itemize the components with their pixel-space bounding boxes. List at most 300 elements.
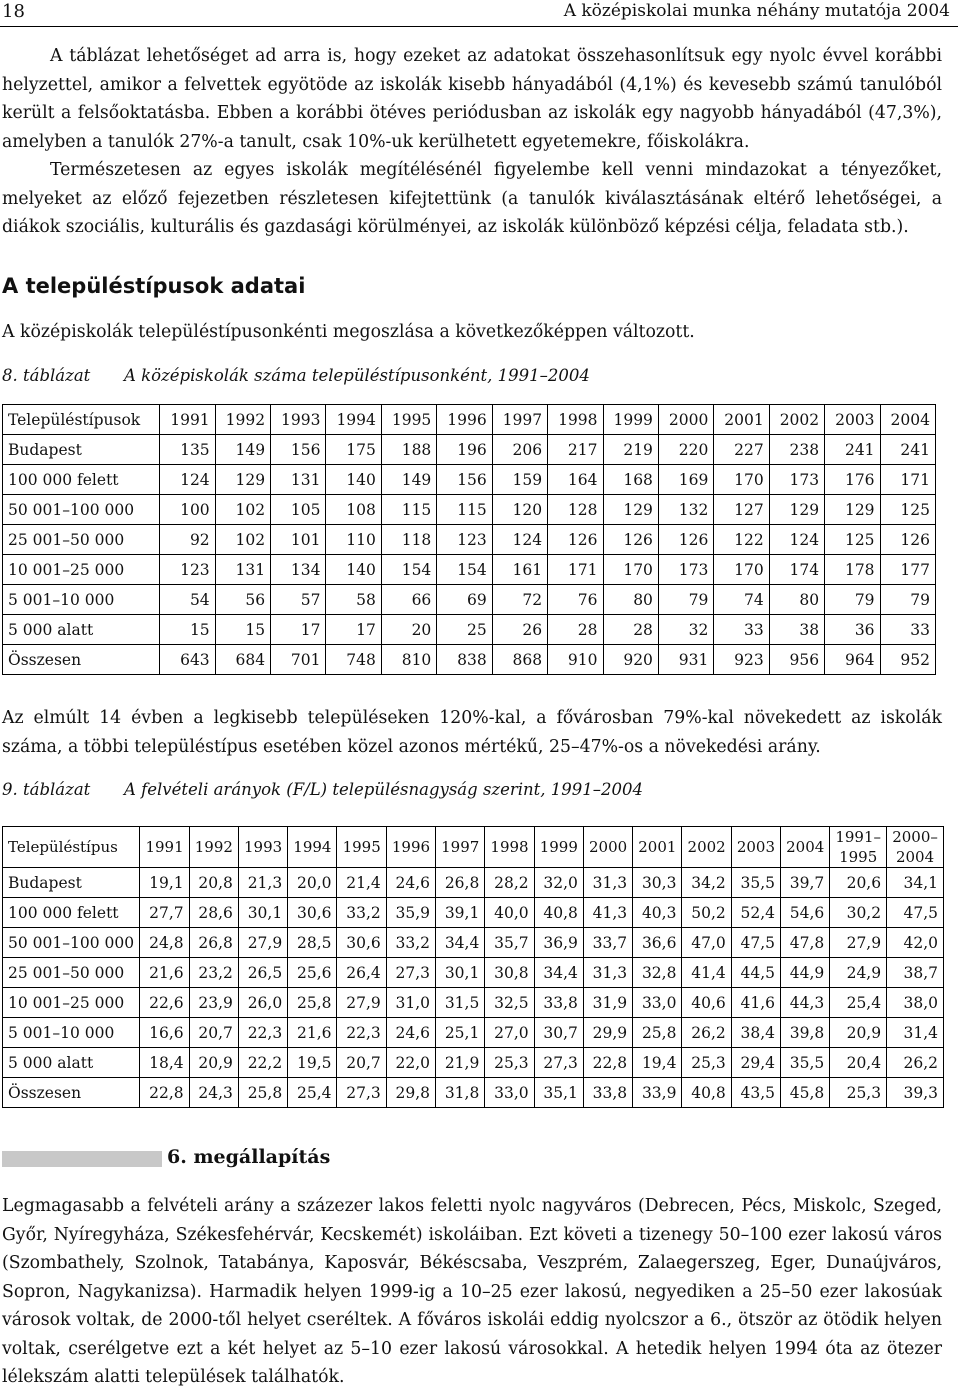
table9-header-year: 1991 xyxy=(140,827,189,868)
table-cell: 16,6 xyxy=(140,1018,189,1048)
table-cell: 24,8 xyxy=(140,928,189,958)
table-cell: 25,4 xyxy=(288,1078,337,1108)
table8-header-year: 2004 xyxy=(880,405,935,435)
table-cell: 35,1 xyxy=(534,1078,583,1108)
table-cell: 76 xyxy=(548,585,603,615)
table-cell: 31,9 xyxy=(583,988,632,1018)
table-cell: 26,8 xyxy=(189,928,238,958)
table-cell: 241 xyxy=(880,435,935,465)
table-cell: 36 xyxy=(825,615,880,645)
table8-number: 8. táblázat xyxy=(2,366,91,385)
table-cell: 188 xyxy=(381,435,436,465)
row-label: 5 001–10 000 xyxy=(3,1018,140,1048)
table-cell: 20,4 xyxy=(830,1048,887,1078)
table-cell: 23,9 xyxy=(189,988,238,1018)
table-cell: 838 xyxy=(437,645,492,675)
table8-header-year: 1994 xyxy=(326,405,381,435)
table-cell: 27,9 xyxy=(238,928,287,958)
table-cell: 102 xyxy=(215,525,270,555)
table-cell: 120 xyxy=(492,495,547,525)
table-cell: 25 xyxy=(437,615,492,645)
table-cell: 22,3 xyxy=(337,1018,386,1048)
table8-header-year: 1995 xyxy=(381,405,436,435)
table-cell: 118 xyxy=(381,525,436,555)
table9-header-year: 2003 xyxy=(731,827,780,868)
table8-header-year: 1991 xyxy=(160,405,215,435)
table-cell: 29,8 xyxy=(386,1078,435,1108)
table-cell: 196 xyxy=(437,435,492,465)
table-cell: 30,1 xyxy=(238,898,287,928)
table-cell: 36,6 xyxy=(633,928,682,958)
table-cell: 54,6 xyxy=(781,898,830,928)
table9-header-label: Településtípus xyxy=(3,827,140,868)
table9-header-range xyxy=(830,827,887,868)
page-number: 18 xyxy=(2,1,25,22)
table-cell: 72 xyxy=(492,585,547,615)
table-cell: 115 xyxy=(381,495,436,525)
table-cell: 140 xyxy=(326,465,381,495)
table-cell: 154 xyxy=(381,555,436,585)
table-cell: 56 xyxy=(215,585,270,615)
table-cell: 108 xyxy=(326,495,381,525)
table-cell: 135 xyxy=(160,435,215,465)
table-cell: 169 xyxy=(658,465,713,495)
table-cell: 238 xyxy=(769,435,824,465)
table-row xyxy=(3,958,944,988)
table-cell: 175 xyxy=(326,435,381,465)
table-cell: 20,8 xyxy=(189,868,238,898)
table-cell: 132 xyxy=(658,495,713,525)
table-cell: 35,5 xyxy=(731,868,780,898)
table-cell: 30,3 xyxy=(633,868,682,898)
table-cell: 102 xyxy=(215,495,270,525)
table-cell: 39,7 xyxy=(781,868,830,898)
table-cell: 129 xyxy=(603,495,658,525)
table-cell: 178 xyxy=(825,555,880,585)
table8-caption xyxy=(2,366,590,385)
table-cell: 952 xyxy=(880,645,935,675)
table-cell: 74 xyxy=(714,585,769,615)
table-cell: 31,0 xyxy=(386,988,435,1018)
table-cell: 161 xyxy=(492,555,547,585)
table-cell: 173 xyxy=(769,465,824,495)
table-cell: 923 xyxy=(714,645,769,675)
table-row xyxy=(3,988,944,1018)
table8-header-year: 1992 xyxy=(215,405,270,435)
table-cell: 41,6 xyxy=(731,988,780,1018)
table-cell: 15 xyxy=(215,615,270,645)
table-cell: 66 xyxy=(381,585,436,615)
table-cell: 29,9 xyxy=(583,1018,632,1048)
table-cell: 701 xyxy=(271,645,326,675)
table-cell: 26,4 xyxy=(337,958,386,988)
table9-header-range-end: 2004 xyxy=(895,848,935,866)
table-cell: 25,8 xyxy=(633,1018,682,1048)
table-cell: 177 xyxy=(880,555,935,585)
table-cell: 41,3 xyxy=(583,898,632,928)
table-cell: 32,0 xyxy=(534,868,583,898)
table-cell: 32,8 xyxy=(633,958,682,988)
table8-header-year: 2002 xyxy=(769,405,824,435)
table-cell: 23,2 xyxy=(189,958,238,988)
table-cell: 125 xyxy=(880,495,935,525)
table-cell: 964 xyxy=(825,645,880,675)
table-cell: 227 xyxy=(714,435,769,465)
row-label: 100 000 felett xyxy=(3,898,140,928)
paragraph-3: A középiskolák településtípusonkénti megoszlása a következőképpen változott. xyxy=(2,322,695,342)
table-cell: 33,2 xyxy=(386,928,435,958)
table9-body xyxy=(3,868,944,1108)
table-cell: 24,6 xyxy=(386,868,435,898)
table-cell: 29,4 xyxy=(731,1048,780,1078)
table-cell: 21,6 xyxy=(140,958,189,988)
table-cell: 31,5 xyxy=(436,988,485,1018)
table-cell: 31,4 xyxy=(887,1018,944,1048)
table-cell: 38,0 xyxy=(887,988,944,1018)
table-cell: 105 xyxy=(271,495,326,525)
table9-header-year: 1996 xyxy=(386,827,435,868)
table8-header-year: 2001 xyxy=(714,405,769,435)
table9-caption xyxy=(2,780,643,799)
table-cell: 124 xyxy=(769,525,824,555)
table-row xyxy=(3,645,936,675)
row-label: Budapest xyxy=(3,435,160,465)
table-cell: 39,3 xyxy=(887,1078,944,1108)
row-label: 100 000 felett xyxy=(3,465,160,495)
table-row xyxy=(3,495,936,525)
table-cell: 154 xyxy=(437,555,492,585)
table-row xyxy=(3,928,944,958)
table-cell: 156 xyxy=(271,435,326,465)
table9-header-year: 1999 xyxy=(534,827,583,868)
table-cell: 33,0 xyxy=(633,988,682,1018)
table-cell: 24,9 xyxy=(830,958,887,988)
table-cell: 47,5 xyxy=(731,928,780,958)
table9-header-year: 1997 xyxy=(436,827,485,868)
table-cell: 40,8 xyxy=(682,1078,731,1108)
table-cell: 80 xyxy=(603,585,658,615)
table-cell: 206 xyxy=(492,435,547,465)
row-label: 10 001–25 000 xyxy=(3,988,140,1018)
row-label: 5 001–10 000 xyxy=(3,585,160,615)
table-cell: 217 xyxy=(548,435,603,465)
table-cell: 40,6 xyxy=(682,988,731,1018)
table-cell: 20,7 xyxy=(189,1018,238,1048)
table-cell: 28 xyxy=(603,615,658,645)
table-cell: 129 xyxy=(769,495,824,525)
table-cell: 26,2 xyxy=(887,1048,944,1078)
table-cell: 41,4 xyxy=(682,958,731,988)
table-cell: 129 xyxy=(215,465,270,495)
table-cell: 140 xyxy=(326,555,381,585)
table-cell: 26,0 xyxy=(238,988,287,1018)
row-label: Budapest xyxy=(3,868,140,898)
table-cell: 28,6 xyxy=(189,898,238,928)
table-cell: 30,2 xyxy=(830,898,887,928)
table9-header-year: 1994 xyxy=(288,827,337,868)
table-row xyxy=(3,585,936,615)
table-cell: 44,9 xyxy=(781,958,830,988)
table-cell: 19,1 xyxy=(140,868,189,898)
table9-header-range xyxy=(887,827,944,868)
table-cell: 31,3 xyxy=(583,868,632,898)
table-row xyxy=(3,435,936,465)
page-header xyxy=(0,0,958,27)
table-cell: 34,4 xyxy=(436,928,485,958)
table-cell: 241 xyxy=(825,435,880,465)
table9-header-year: 1992 xyxy=(189,827,238,868)
table9-header-year: 1995 xyxy=(337,827,386,868)
table-cell: 22,8 xyxy=(140,1078,189,1108)
table-cell: 28,2 xyxy=(485,868,534,898)
table-cell: 20,9 xyxy=(830,1018,887,1048)
table-cell: 47,5 xyxy=(887,898,944,928)
table-cell: 220 xyxy=(658,435,713,465)
table-cell: 27,3 xyxy=(534,1048,583,1078)
table-cell: 35,7 xyxy=(485,928,534,958)
table8-header-year: 2000 xyxy=(658,405,713,435)
table9-header-year: 1998 xyxy=(485,827,534,868)
table-cell: 40,8 xyxy=(534,898,583,928)
table-cell: 44,3 xyxy=(781,988,830,1018)
table-cell: 748 xyxy=(326,645,381,675)
table-cell: 25,1 xyxy=(436,1018,485,1048)
table-cell: 22,2 xyxy=(238,1048,287,1078)
table-cell: 30,8 xyxy=(485,958,534,988)
table-row xyxy=(3,465,936,495)
table-cell: 52,4 xyxy=(731,898,780,928)
table-cell: 25,4 xyxy=(830,988,887,1018)
table-cell: 171 xyxy=(880,465,935,495)
table-cell: 129 xyxy=(825,495,880,525)
table-cell: 40,0 xyxy=(485,898,534,928)
table-cell: 27,9 xyxy=(830,928,887,958)
table-cell: 20,7 xyxy=(337,1048,386,1078)
table-cell: 34,4 xyxy=(534,958,583,988)
table-cell: 38,7 xyxy=(887,958,944,988)
table8-header-label: Településtípusok xyxy=(3,405,160,435)
finding-marker-bar xyxy=(2,1151,162,1167)
table-cell: 126 xyxy=(548,525,603,555)
table-cell: 27,3 xyxy=(386,958,435,988)
section-heading: A településtípusok adatai xyxy=(2,274,306,298)
table-cell: 92 xyxy=(160,525,215,555)
table-cell: 170 xyxy=(603,555,658,585)
table-cell: 32 xyxy=(658,615,713,645)
row-label: 25 001–50 000 xyxy=(3,958,140,988)
table-cell: 170 xyxy=(714,555,769,585)
table-cell: 956 xyxy=(769,645,824,675)
table-cell: 126 xyxy=(603,525,658,555)
table-cell: 33,0 xyxy=(485,1078,534,1108)
table-cell: 126 xyxy=(658,525,713,555)
table-cell: 110 xyxy=(326,525,381,555)
table-cell: 101 xyxy=(271,525,326,555)
table-cell: 25,8 xyxy=(288,988,337,1018)
table-row xyxy=(3,1048,944,1078)
table-cell: 25,3 xyxy=(682,1048,731,1078)
table-cell: 33 xyxy=(714,615,769,645)
table-cell: 19,5 xyxy=(288,1048,337,1078)
table-cell: 115 xyxy=(437,495,492,525)
table-cell: 22,3 xyxy=(238,1018,287,1048)
table-cell: 170 xyxy=(714,465,769,495)
table-cell: 31,3 xyxy=(583,958,632,988)
table8-header-year: 1997 xyxy=(492,405,547,435)
table9-header-row xyxy=(3,827,944,868)
table-cell: 36,9 xyxy=(534,928,583,958)
table-cell: 22,6 xyxy=(140,988,189,1018)
table-cell: 868 xyxy=(492,645,547,675)
table9-header-year: 2002 xyxy=(682,827,731,868)
table8-header-year: 1998 xyxy=(548,405,603,435)
table-cell: 156 xyxy=(437,465,492,495)
table9-header-year: 1993 xyxy=(238,827,287,868)
table-cell: 124 xyxy=(492,525,547,555)
table-cell: 176 xyxy=(825,465,880,495)
row-label: 25 001–50 000 xyxy=(3,525,160,555)
table-cell: 22,0 xyxy=(386,1048,435,1078)
table-cell: 33,7 xyxy=(583,928,632,958)
table-row xyxy=(3,1018,944,1048)
table-cell: 58 xyxy=(326,585,381,615)
table-cell: 26,8 xyxy=(436,868,485,898)
row-label: 50 001–100 000 xyxy=(3,495,160,525)
table-cell: 28,5 xyxy=(288,928,337,958)
table-cell: 33,8 xyxy=(534,988,583,1018)
table-row xyxy=(3,1078,944,1108)
table-cell: 131 xyxy=(271,465,326,495)
table-cell: 126 xyxy=(880,525,935,555)
table9-header-year: 2004 xyxy=(781,827,830,868)
table-cell: 35,5 xyxy=(781,1048,830,1078)
table-cell: 47,0 xyxy=(682,928,731,958)
table-cell: 134 xyxy=(271,555,326,585)
table-cell: 17 xyxy=(326,615,381,645)
table-cell: 125 xyxy=(825,525,880,555)
table-cell: 810 xyxy=(381,645,436,675)
table-cell: 54 xyxy=(160,585,215,615)
table-cell: 27,0 xyxy=(485,1018,534,1048)
table-cell: 643 xyxy=(160,645,215,675)
table-cell: 20 xyxy=(381,615,436,645)
row-label: 5 000 alatt xyxy=(3,615,160,645)
table-cell: 32,5 xyxy=(485,988,534,1018)
table-row xyxy=(3,868,944,898)
table-cell: 38 xyxy=(769,615,824,645)
table-cell: 124 xyxy=(160,465,215,495)
table-cell: 25,3 xyxy=(485,1048,534,1078)
table-cell: 171 xyxy=(548,555,603,585)
table-cell: 27,9 xyxy=(337,988,386,1018)
paragraph-2: Természetesen az egyes iskolák megítélésénél figyelembe kell venni mindazokat a tényezőket, melyeket az előző fejezetben részletesen kifejtettünk (a tanulók kiválasztásának eltérő lehetőségei, a diákok szociális, kulturális és gazdasági körülményei, az iskolák különböző képzési célja, feladata stb.). xyxy=(2,160,942,237)
table-cell: 40,3 xyxy=(633,898,682,928)
table-cell: 50,2 xyxy=(682,898,731,928)
table8-body xyxy=(3,435,936,675)
table-cell: 26,2 xyxy=(682,1018,731,1048)
table-cell: 47,8 xyxy=(781,928,830,958)
table-cell: 100 xyxy=(160,495,215,525)
table-cell: 25,3 xyxy=(830,1078,887,1108)
table-cell: 30,6 xyxy=(288,898,337,928)
table-cell: 21,3 xyxy=(238,868,287,898)
finding-heading: 6. megállapítás xyxy=(167,1146,331,1168)
table-9 xyxy=(2,826,944,1108)
table-cell: 21,9 xyxy=(436,1048,485,1078)
table8-header-year: 2003 xyxy=(825,405,880,435)
table-cell: 123 xyxy=(437,525,492,555)
table-cell: 159 xyxy=(492,465,547,495)
table-cell: 17 xyxy=(271,615,326,645)
table-cell: 684 xyxy=(215,645,270,675)
running-title: A középiskolai munka néhány mutatója 2004 xyxy=(563,1,950,21)
table-row xyxy=(3,525,936,555)
table-cell: 22,8 xyxy=(583,1048,632,1078)
table-cell: 69 xyxy=(437,585,492,615)
table-cell: 79 xyxy=(825,585,880,615)
table-cell: 28 xyxy=(548,615,603,645)
table-cell: 24,6 xyxy=(386,1018,435,1048)
table-cell: 122 xyxy=(714,525,769,555)
table9-header-range-start: 2000– xyxy=(892,828,938,846)
table-cell: 25,6 xyxy=(288,958,337,988)
table-cell: 131 xyxy=(215,555,270,585)
table-cell: 33,8 xyxy=(583,1078,632,1108)
table-cell: 39,1 xyxy=(436,898,485,928)
table-cell: 168 xyxy=(603,465,658,495)
table-cell: 33,2 xyxy=(337,898,386,928)
table-cell: 18,4 xyxy=(140,1048,189,1078)
table8-header-year: 1996 xyxy=(437,405,492,435)
table-cell: 173 xyxy=(658,555,713,585)
table-cell: 127 xyxy=(714,495,769,525)
table-8 xyxy=(2,404,936,675)
table-cell: 19,4 xyxy=(633,1048,682,1078)
table8-header-row xyxy=(3,405,936,435)
table-cell: 79 xyxy=(880,585,935,615)
table8-title: A középiskolák száma településtípusonként, 1991–2004 xyxy=(124,366,590,385)
table-cell: 38,4 xyxy=(731,1018,780,1048)
table-cell: 920 xyxy=(603,645,658,675)
table-cell: 30,7 xyxy=(534,1018,583,1048)
table-cell: 44,5 xyxy=(731,958,780,988)
table-cell: 45,8 xyxy=(781,1078,830,1108)
table-cell: 42,0 xyxy=(887,928,944,958)
table-cell: 35,9 xyxy=(386,898,435,928)
table-cell: 123 xyxy=(160,555,215,585)
table-row xyxy=(3,615,936,645)
table-cell: 20,9 xyxy=(189,1048,238,1078)
table-cell: 26,5 xyxy=(238,958,287,988)
paragraph-1: A táblázat lehetőséget ad arra is, hogy ezeket az adatokat összehasonlítsuk egy nyolc évvel korábbi helyzettel, amikor a felvettek egyötöde az iskolák kisebb hányadából (4,1%) és kevesebb számú tanulóból került a felsőoktatásba. Ebben a korábbi ötéves periódusban az iskolák egy nagyobb hányadából (47,3%), amelyben a tanulók 27%-a tanult, csak 10%-uk kerülhetett egyetemekre, főiskolákra. xyxy=(2,46,942,152)
row-label: 50 001–100 000 xyxy=(3,928,140,958)
table9-number: 9. táblázat xyxy=(2,780,91,799)
table-cell: 57 xyxy=(271,585,326,615)
table-cell: 79 xyxy=(658,585,713,615)
table-cell: 164 xyxy=(548,465,603,495)
table9-header-year: 2000 xyxy=(583,827,632,868)
table-cell: 43,5 xyxy=(731,1078,780,1108)
table-cell: 39,8 xyxy=(781,1018,830,1048)
table-cell: 219 xyxy=(603,435,658,465)
table8-header-year: 1993 xyxy=(271,405,326,435)
table-cell: 27,7 xyxy=(140,898,189,928)
table-cell: 25,8 xyxy=(238,1078,287,1108)
table-cell: 34,1 xyxy=(887,868,944,898)
table-cell: 31,8 xyxy=(436,1078,485,1108)
row-label: Összesen xyxy=(3,1078,140,1108)
table-cell: 174 xyxy=(769,555,824,585)
